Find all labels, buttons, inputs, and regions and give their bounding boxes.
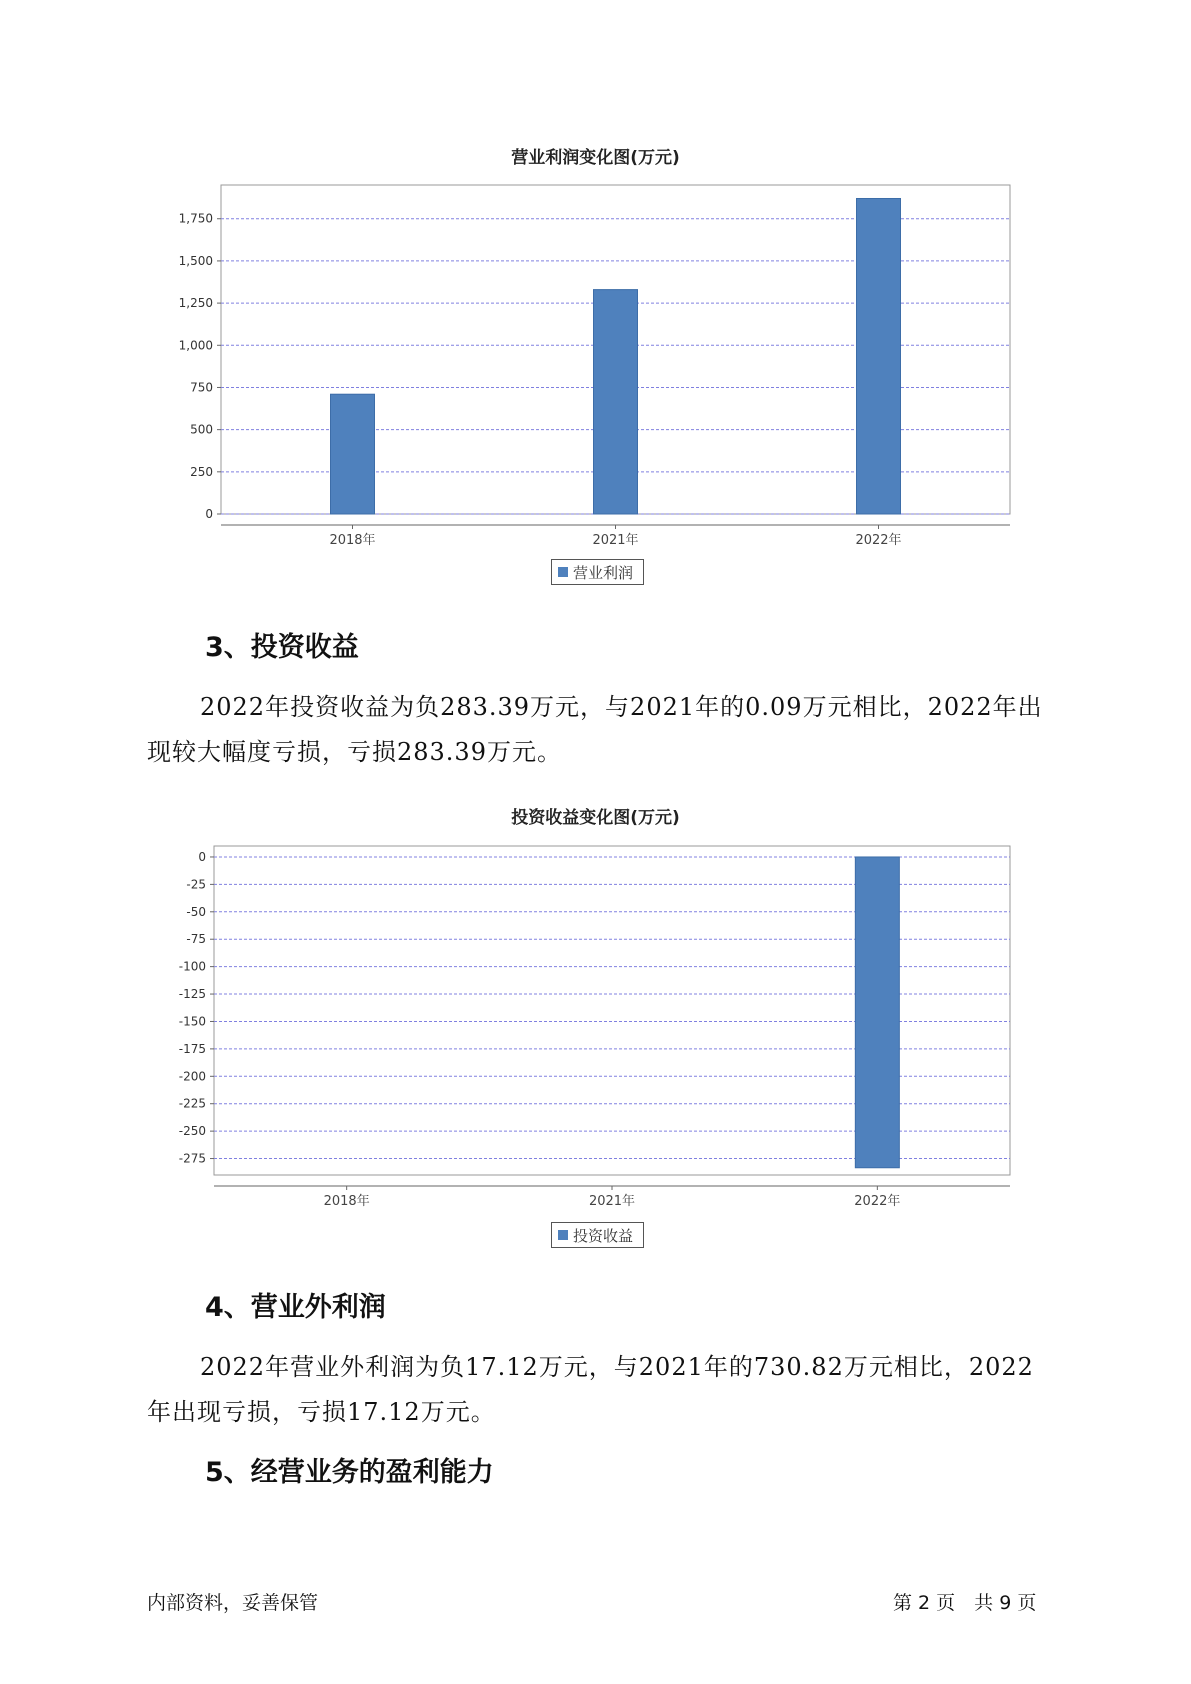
y-tick-label: 500 — [190, 422, 213, 437]
y-tick-label: -100 — [178, 959, 206, 974]
y-tick-label: 1,750 — [178, 211, 213, 226]
chart-title-operating-profit: 营业利润变化图(万元) — [511, 148, 680, 168]
section-heading: 5、经营业务的盈利能力 — [205, 1457, 494, 1488]
bar — [594, 290, 638, 514]
bar — [331, 394, 375, 514]
footer-page-number: 第 2 页 共 9 页 — [893, 1592, 1037, 1614]
y-tick-label: -225 — [178, 1096, 206, 1111]
legend-investment-income — [551, 1222, 644, 1248]
x-tick-label: 2021年 — [588, 1194, 636, 1209]
legend-swatch — [558, 1230, 568, 1240]
y-tick-label: -75 — [186, 932, 206, 947]
x-tick-label: 2018年 — [329, 533, 376, 548]
operating-profit-chart — [0, 0, 1191, 560]
legend-swatch — [558, 567, 568, 577]
footer-confidential-note: 内部资料，妥善保管 — [147, 1592, 319, 1614]
y-tick-label: -50 — [186, 904, 206, 919]
y-tick-label: -175 — [178, 1041, 206, 1056]
y-tick-label: -250 — [178, 1124, 206, 1139]
legend-label: 投资收益 — [573, 1226, 634, 1245]
x-tick-label: 2018年 — [323, 1194, 370, 1209]
bar — [855, 857, 899, 1168]
y-tick-label: -25 — [186, 877, 206, 892]
y-tick-label: -275 — [178, 1151, 206, 1166]
chart-title-investment-income: 投资收益变化图(万元) — [511, 808, 680, 828]
y-tick-label: 750 — [190, 380, 213, 395]
investment-income-chart — [0, 660, 1191, 1220]
x-tick-label: 2022年 — [854, 1194, 901, 1209]
y-tick-label: 1,500 — [178, 253, 213, 268]
y-tick-label: 1,250 — [178, 296, 213, 311]
section-paragraph: 2022年投资收益为负283.39万元，与2021年的0.09万元相比，2022年出现较大幅度亏损，亏损283.39万元。 — [147, 693, 1043, 766]
y-tick-label: -200 — [178, 1069, 206, 1084]
x-tick-label: 2021年 — [592, 533, 639, 548]
y-tick-label: 250 — [190, 464, 213, 479]
x-tick-label: 2022年 — [855, 533, 902, 548]
section-paragraph: 2022年营业外利润为负17.12万元，与2021年的730.82万元相比，2022年出现亏损，亏损17.12万元。 — [147, 1353, 1034, 1426]
section-heading: 3、投资收益 — [205, 632, 359, 663]
y-tick-label: 0 — [205, 507, 213, 521]
legend-label: 营业利润 — [573, 563, 634, 582]
y-tick-label: -125 — [178, 987, 206, 1002]
y-tick-label: 1,000 — [178, 338, 213, 353]
y-tick-label: 0 — [198, 849, 206, 864]
section-heading: 4、营业外利润 — [205, 1292, 386, 1323]
legend-operating-profit — [551, 559, 644, 585]
bar — [857, 198, 901, 514]
y-tick-label: -150 — [178, 1014, 206, 1029]
